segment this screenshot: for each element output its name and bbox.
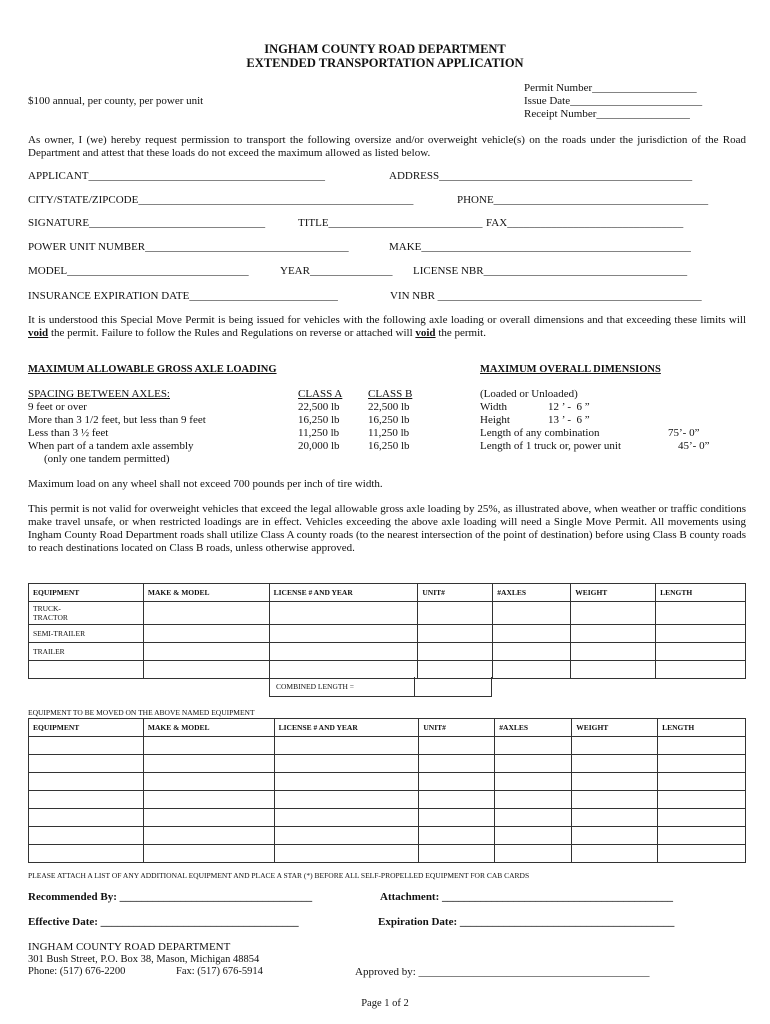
axle-class-b-value: 11,250 lb — [368, 427, 410, 439]
dimension-value: 12 ’ - 6 ” — [548, 401, 590, 413]
column-header: EQUIPMENT — [29, 719, 144, 737]
column-header: #AXLES — [495, 719, 572, 737]
power-unit-table — [28, 583, 746, 679]
table-cell[interactable] — [274, 737, 419, 755]
table-row — [29, 661, 746, 679]
fax-field[interactable]: FAX________________________________ — [486, 217, 684, 229]
class-b-header: CLASS B — [368, 388, 413, 400]
license-nbr-field[interactable]: LICENSE NBR_____________________________________ — [413, 265, 688, 277]
void-emphasis: void — [28, 327, 49, 339]
table-cell[interactable] — [419, 791, 495, 809]
table-cell[interactable] — [495, 755, 572, 773]
receipt-number-field[interactable]: Receipt Number_________________ — [524, 108, 690, 120]
table-cell[interactable] — [143, 791, 274, 809]
combined-length-field[interactable] — [415, 677, 492, 697]
void-emphasis: void — [415, 327, 436, 339]
table-cell[interactable] — [495, 773, 572, 791]
table-row — [29, 602, 746, 625]
table-cell[interactable] — [495, 737, 572, 755]
table-cell[interactable] — [143, 602, 269, 625]
table-cell[interactable] — [571, 602, 656, 625]
loaded-note: (Loaded or Unloaded) — [480, 388, 578, 400]
equipment-label: TRAILER — [29, 643, 144, 661]
column-header: EQUIPMENT — [29, 584, 144, 602]
table-cell[interactable] — [143, 809, 274, 827]
table-cell[interactable] — [658, 809, 746, 827]
table-cell[interactable] — [572, 791, 658, 809]
dimension-value: 45’- 0” — [678, 440, 710, 452]
column-header: LENGTH — [656, 584, 746, 602]
expiration-date-field[interactable]: Expiration Date: _______________________________________ — [378, 916, 675, 928]
approved-by-field[interactable]: Approved by: __________________________________________ — [355, 966, 650, 978]
department-title: INGHAM COUNTY ROAD DEPARTMENT — [264, 42, 506, 56]
intro-paragraph: As owner, I (we) hereby request permission to transport the following oversize and/or overweight vehicle(s) on the roads under the jurisdiction of the Road Department and attest that these loads do not exceed the maximum allowed as listed below. — [28, 134, 746, 159]
equipment-moved-table — [28, 718, 746, 863]
table-cell[interactable] — [274, 755, 419, 773]
table-row — [29, 625, 746, 643]
table-cell[interactable] — [29, 755, 144, 773]
table-header-row — [29, 584, 746, 602]
table-row — [29, 827, 746, 845]
table-cell[interactable] — [269, 602, 418, 625]
table-cell[interactable] — [572, 845, 658, 863]
table-cell[interactable] — [656, 625, 746, 643]
table-cell[interactable] — [493, 602, 571, 625]
table-row — [29, 845, 746, 863]
axle-row-label: 9 feet or over — [28, 401, 87, 413]
make-field[interactable]: MAKE_________________________________________________ — [389, 241, 691, 253]
table-cell[interactable] — [658, 791, 746, 809]
table-row — [29, 809, 746, 827]
axle-class-b-value: 16,250 lb — [368, 414, 410, 426]
axle-row-label: Less than 3 ½ feet — [28, 427, 109, 439]
table-cell[interactable] — [495, 827, 572, 845]
permit-number-field[interactable]: Permit Number___________________ — [524, 82, 697, 94]
table-cell[interactable] — [658, 827, 746, 845]
column-header: WEIGHT — [571, 584, 656, 602]
table-cell[interactable] — [658, 755, 746, 773]
table-cell[interactable] — [418, 643, 493, 661]
table-cell[interactable] — [143, 661, 269, 679]
table-row — [29, 737, 746, 755]
table-row — [29, 791, 746, 809]
table-cell[interactable] — [274, 845, 419, 863]
table-cell[interactable] — [269, 643, 418, 661]
table-cell[interactable] — [143, 827, 274, 845]
combined-length-label: COMBINED LENGTH = — [269, 677, 415, 697]
table-cell[interactable] — [656, 643, 746, 661]
understood-paragraph: It is understood this Special Move Permit is being issued for vehicles with the following axle loading or overall dimensions and that exceeding these limits will void the permit. Failure to follow the Rules and Regulations on reverse or attached will void the permit. — [28, 314, 746, 339]
column-header: UNIT# — [418, 584, 493, 602]
table-cell[interactable] — [658, 845, 746, 863]
table-cell[interactable] — [29, 791, 144, 809]
dimension-label: Length of 1 truck or, power unit — [480, 440, 621, 452]
tandem-note: (only one tandem permitted) — [44, 453, 170, 465]
table-cell[interactable] — [143, 773, 274, 791]
equipment-label — [29, 661, 144, 679]
vin-nbr-field[interactable]: VIN NBR ________________________________________________ — [390, 290, 702, 302]
recommended-by-field[interactable]: Recommended By: ___________________________________ — [28, 891, 313, 903]
equipment-label: TRUCK- TRACTOR — [29, 602, 144, 625]
table-cell[interactable] — [495, 791, 572, 809]
issue-date-field[interactable]: Issue Date________________________ — [524, 95, 703, 107]
table-cell[interactable] — [419, 755, 495, 773]
table-cell[interactable] — [572, 737, 658, 755]
attach-list-note: PLEASE ATTACH A LIST OF ANY ADDITIONAL EQUIPMENT AND PLACE A STAR (*) BEFORE ALL SELF-PROPELLED EQUIPMENT FOR CAB CARDS — [28, 871, 530, 880]
axle-row-label: More than 3 1/2 feet, but less than 9 feet — [28, 414, 206, 426]
column-header: LICENSE # AND YEAR — [274, 719, 419, 737]
axle-loading-heading: MAXIMUM ALLOWABLE GROSS AXLE LOADING — [28, 364, 277, 375]
model-field[interactable]: MODEL_________________________________ — [28, 265, 249, 277]
footer-phone: Phone: (517) 676-2200 — [28, 966, 126, 977]
application-title: EXTENDED TRANSPORTATION APPLICATION — [246, 56, 524, 70]
table-cell[interactable] — [418, 602, 493, 625]
table-cell[interactable] — [658, 773, 746, 791]
table-cell[interactable] — [419, 845, 495, 863]
table-cell[interactable] — [274, 809, 419, 827]
attachment-field[interactable]: Attachment: __________________________________________ — [380, 891, 674, 903]
table-cell[interactable] — [269, 625, 418, 643]
equipment-label: SEMI-TRAILER — [29, 625, 144, 643]
column-header: LENGTH — [658, 719, 746, 737]
table-cell[interactable] — [143, 845, 274, 863]
table-cell[interactable] — [29, 773, 144, 791]
dimensions-heading: MAXIMUM OVERALL DIMENSIONS — [480, 364, 661, 375]
address-field[interactable]: ADDRESS______________________________________________ — [389, 170, 693, 182]
page-number: Page 1 of 2 — [361, 998, 409, 1009]
phone-field[interactable]: PHONE_______________________________________ — [457, 194, 709, 206]
city-state-zip-field[interactable]: CITY/STATE/ZIPCODE__________________________________________________ — [28, 194, 414, 206]
axle-class-a-value: 11,250 lb — [298, 427, 340, 439]
table-cell[interactable] — [572, 755, 658, 773]
permit-validity-paragraph: This permit is not valid for overweight vehicles that exceed the legal allowable gross axle loading by 25%, as illustrated above, when weather or traffic conditions make travel unsafe, or when restricted loadings are in effect. Vehicles exceeding the above axle loading will need a Single Move Permit. All movements using Ingham County Road Department roads shall utilize Class A county roads (to the nearest intersection of the point of destination) before using Class B county roads to reach destinations located on Class B roads, unless otherwise approved. — [28, 503, 746, 554]
axle-class-b-value: 22,500 lb — [368, 401, 410, 413]
table-cell[interactable] — [29, 809, 144, 827]
fee-text: $100 annual, per county, per power unit — [28, 95, 204, 107]
insurance-expiration-field[interactable]: INSURANCE EXPIRATION DATE___________________________ — [28, 290, 338, 302]
class-a-header: CLASS A — [298, 388, 343, 400]
max-wheel-load: Maximum load on any wheel shall not exceed 700 pounds per inch of tire width. — [28, 478, 383, 490]
column-header: MAKE & MODEL — [143, 584, 269, 602]
table-cell[interactable] — [419, 773, 495, 791]
table-cell[interactable] — [419, 827, 495, 845]
table-cell[interactable] — [274, 827, 419, 845]
axle-class-a-value: 20,000 lb — [298, 440, 340, 452]
column-header: UNIT# — [419, 719, 495, 737]
title-field[interactable]: TITLE____________________________ — [298, 217, 483, 229]
axle-class-b-value: 16,250 lb — [368, 440, 410, 452]
table-cell[interactable] — [493, 625, 571, 643]
table-cell[interactable] — [269, 661, 418, 679]
table-row — [29, 755, 746, 773]
table-cell[interactable] — [143, 625, 269, 643]
table-cell[interactable] — [419, 809, 495, 827]
table-cell[interactable] — [29, 827, 144, 845]
signature-field[interactable]: SIGNATURE________________________________ — [28, 217, 266, 229]
axle-class-a-value: 22,500 lb — [298, 401, 340, 413]
table-cell[interactable] — [658, 737, 746, 755]
table-cell[interactable] — [571, 643, 656, 661]
spacing-header: SPACING BETWEEN AXLES: — [28, 388, 170, 400]
table-cell[interactable] — [571, 625, 656, 643]
table-cell[interactable] — [493, 643, 571, 661]
column-header: MAKE & MODEL — [143, 719, 274, 737]
applicant-field[interactable]: APPLICANT___________________________________________ — [28, 170, 326, 182]
table-cell[interactable] — [418, 661, 493, 679]
table-cell[interactable] — [418, 625, 493, 643]
table-cell[interactable] — [143, 737, 274, 755]
table-cell[interactable] — [656, 661, 746, 679]
table-cell[interactable] — [274, 791, 419, 809]
axle-row-label: When part of a tandem axle assembly — [28, 440, 194, 452]
effective-date-field[interactable]: Effective Date: ____________________________________ — [28, 916, 299, 928]
table-cell[interactable] — [571, 661, 656, 679]
column-header: #AXLES — [493, 584, 571, 602]
dimension-label: Length of any combination — [480, 427, 600, 439]
dimension-label: Height — [480, 414, 510, 426]
table-cell[interactable] — [29, 845, 144, 863]
dimension-value: 75’- 0” — [668, 427, 700, 439]
column-header: LICENSE # AND YEAR — [269, 584, 418, 602]
table-cell[interactable] — [274, 773, 419, 791]
column-header: WEIGHT — [572, 719, 658, 737]
table-cell[interactable] — [572, 827, 658, 845]
table-row — [29, 643, 746, 661]
footer-address: 301 Bush Street, P.O. Box 38, Mason, Michigan 48854 — [28, 954, 260, 965]
year-field[interactable]: YEAR_______________ — [280, 265, 393, 277]
axle-class-a-value: 16,250 lb — [298, 414, 340, 426]
power-unit-number-field[interactable]: POWER UNIT NUMBER_____________________________________ — [28, 241, 349, 253]
table-cell[interactable] — [572, 809, 658, 827]
table-cell[interactable] — [143, 643, 269, 661]
table-cell[interactable] — [29, 737, 144, 755]
table-cell[interactable] — [656, 602, 746, 625]
footer-department: INGHAM COUNTY ROAD DEPARTMENT — [28, 941, 231, 953]
table-cell[interactable] — [419, 737, 495, 755]
table-header-row — [29, 719, 746, 737]
footer-fax: Fax: (517) 676-5914 — [176, 966, 263, 977]
equipment-moved-caption: EQUIPMENT TO BE MOVED ON THE ABOVE NAMED EQUIPMENT — [28, 708, 255, 717]
dimension-label: Width — [480, 401, 508, 413]
table-cell[interactable] — [495, 809, 572, 827]
table-row — [29, 773, 746, 791]
dimension-value: 13 ’ - 6 ” — [548, 414, 590, 426]
table-cell[interactable] — [143, 755, 274, 773]
table-cell[interactable] — [572, 773, 658, 791]
table-cell[interactable] — [493, 661, 571, 679]
table-cell[interactable] — [495, 845, 572, 863]
